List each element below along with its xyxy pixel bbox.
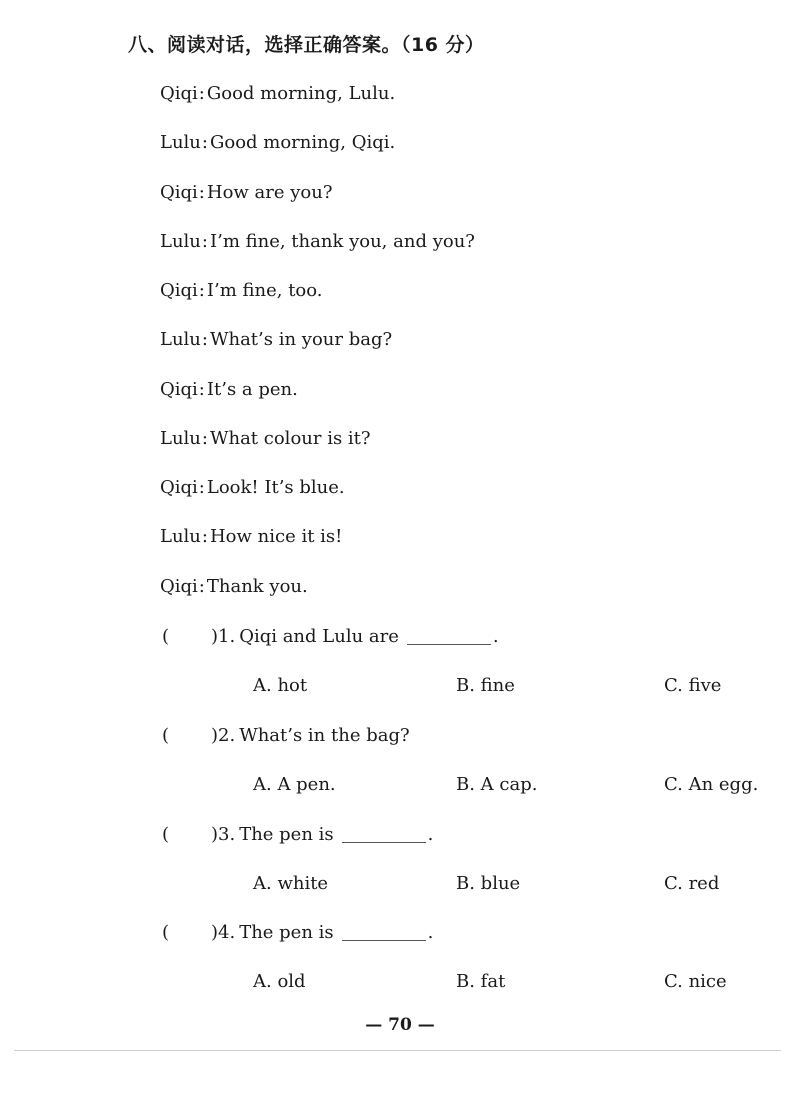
question-stem	[160, 824, 433, 845]
option-c[interactable]: C. five	[664, 675, 722, 696]
question-stem	[160, 922, 433, 943]
option-c[interactable]: C. red	[664, 873, 720, 894]
dialogue-line	[160, 526, 342, 547]
dialogue-text: How nice it is!	[209, 526, 343, 547]
dialogue-text: What colour is it?	[209, 428, 371, 449]
dialogue-text: I’m fine, thank you, and you?	[209, 231, 475, 252]
answer-parentheses[interactable]	[160, 725, 218, 746]
speaker-name: Qiqi	[160, 83, 198, 104]
speaker-name: Qiqi	[160, 280, 198, 301]
speaker-separator: :	[201, 329, 208, 350]
dialogue-line	[160, 280, 323, 301]
speaker-separator: :	[198, 379, 205, 400]
speaker-separator: :	[198, 182, 205, 203]
question-stem	[160, 725, 410, 746]
dialogue-line	[160, 477, 345, 498]
question-stem	[160, 626, 499, 647]
speaker-name: Qiqi	[160, 576, 198, 597]
speaker-name: Qiqi	[160, 379, 198, 400]
dialogue-line	[160, 379, 298, 400]
paren-close: )	[210, 626, 218, 647]
answer-parentheses[interactable]	[160, 922, 218, 943]
speaker-name: Lulu	[160, 231, 201, 252]
answer-blank[interactable]	[342, 940, 426, 941]
speaker-name: Lulu	[160, 428, 201, 449]
option-a[interactable]: A. hot	[253, 675, 308, 696]
dialogue-line	[160, 428, 371, 449]
question-number: 1.	[218, 626, 236, 647]
question-number: 3.	[218, 824, 236, 845]
speaker-separator: :	[201, 428, 208, 449]
paren-close: )	[210, 725, 218, 746]
dialogue-text: Look! It’s blue.	[206, 477, 345, 498]
paren-open: (	[162, 922, 170, 943]
paren-close: )	[210, 922, 218, 943]
question-period: .	[427, 824, 434, 845]
question-period: .	[492, 626, 499, 647]
dialogue-text: Thank you.	[206, 576, 308, 597]
dialogue-text: It’s a pen.	[206, 379, 298, 400]
paren-open: (	[162, 725, 170, 746]
dialogue-text: Good morning, Qiqi.	[209, 132, 396, 153]
question-period: .	[427, 922, 434, 943]
speaker-name: Lulu	[160, 526, 201, 547]
question-text: Qiqi and Lulu are	[239, 626, 399, 647]
paren-close: )	[210, 824, 218, 845]
dialogue-line	[160, 576, 308, 597]
answer-parentheses[interactable]	[160, 824, 218, 845]
option-a[interactable]: A. A pen.	[253, 774, 336, 795]
paren-open: (	[162, 626, 170, 647]
footer-divider	[14, 1050, 781, 1051]
option-b[interactable]: B. blue	[456, 873, 521, 894]
answer-parentheses[interactable]	[160, 626, 218, 647]
speaker-separator: :	[198, 477, 205, 498]
speaker-separator: :	[198, 280, 205, 301]
option-a[interactable]: A. old	[253, 971, 306, 992]
dialogue-line	[160, 231, 475, 252]
option-c[interactable]: C. An egg.	[664, 774, 759, 795]
dialogue-text: Good morning, Lulu.	[206, 83, 396, 104]
option-b[interactable]: B. fine	[456, 675, 515, 696]
answer-blank[interactable]	[407, 644, 491, 645]
page-number: — 70 —	[365, 1015, 435, 1035]
speaker-name: Lulu	[160, 329, 201, 350]
paren-open: (	[162, 824, 170, 845]
question-number: 4.	[218, 922, 236, 943]
option-b[interactable]: B. A cap.	[456, 774, 538, 795]
speaker-separator: :	[198, 576, 205, 597]
speaker-separator: :	[198, 83, 205, 104]
section-title: 八、阅读对话，选择正确答案。（16 分）	[128, 34, 485, 56]
speaker-name: Qiqi	[160, 182, 198, 203]
answer-blank[interactable]	[342, 842, 426, 843]
speaker-separator: :	[201, 231, 208, 252]
speaker-name: Lulu	[160, 132, 201, 153]
speaker-separator: :	[201, 132, 208, 153]
option-a[interactable]: A. white	[253, 873, 329, 894]
question-number: 2.	[218, 725, 236, 746]
question-text: The pen is	[239, 824, 334, 845]
option-c[interactable]: C. nice	[664, 971, 727, 992]
dialogue-line	[160, 83, 395, 104]
speaker-name: Qiqi	[160, 477, 198, 498]
dialogue-line	[160, 132, 395, 153]
dialogue-text: How are you?	[206, 182, 333, 203]
option-b[interactable]: B. fat	[456, 971, 506, 992]
speaker-separator: :	[201, 526, 208, 547]
dialogue-text: What’s in your bag?	[209, 329, 393, 350]
dialogue-line	[160, 329, 392, 350]
question-text: What’s in the bag?	[239, 725, 410, 746]
dialogue-text: I’m fine, too.	[206, 280, 323, 301]
question-text: The pen is	[239, 922, 334, 943]
dialogue-line	[160, 182, 333, 203]
